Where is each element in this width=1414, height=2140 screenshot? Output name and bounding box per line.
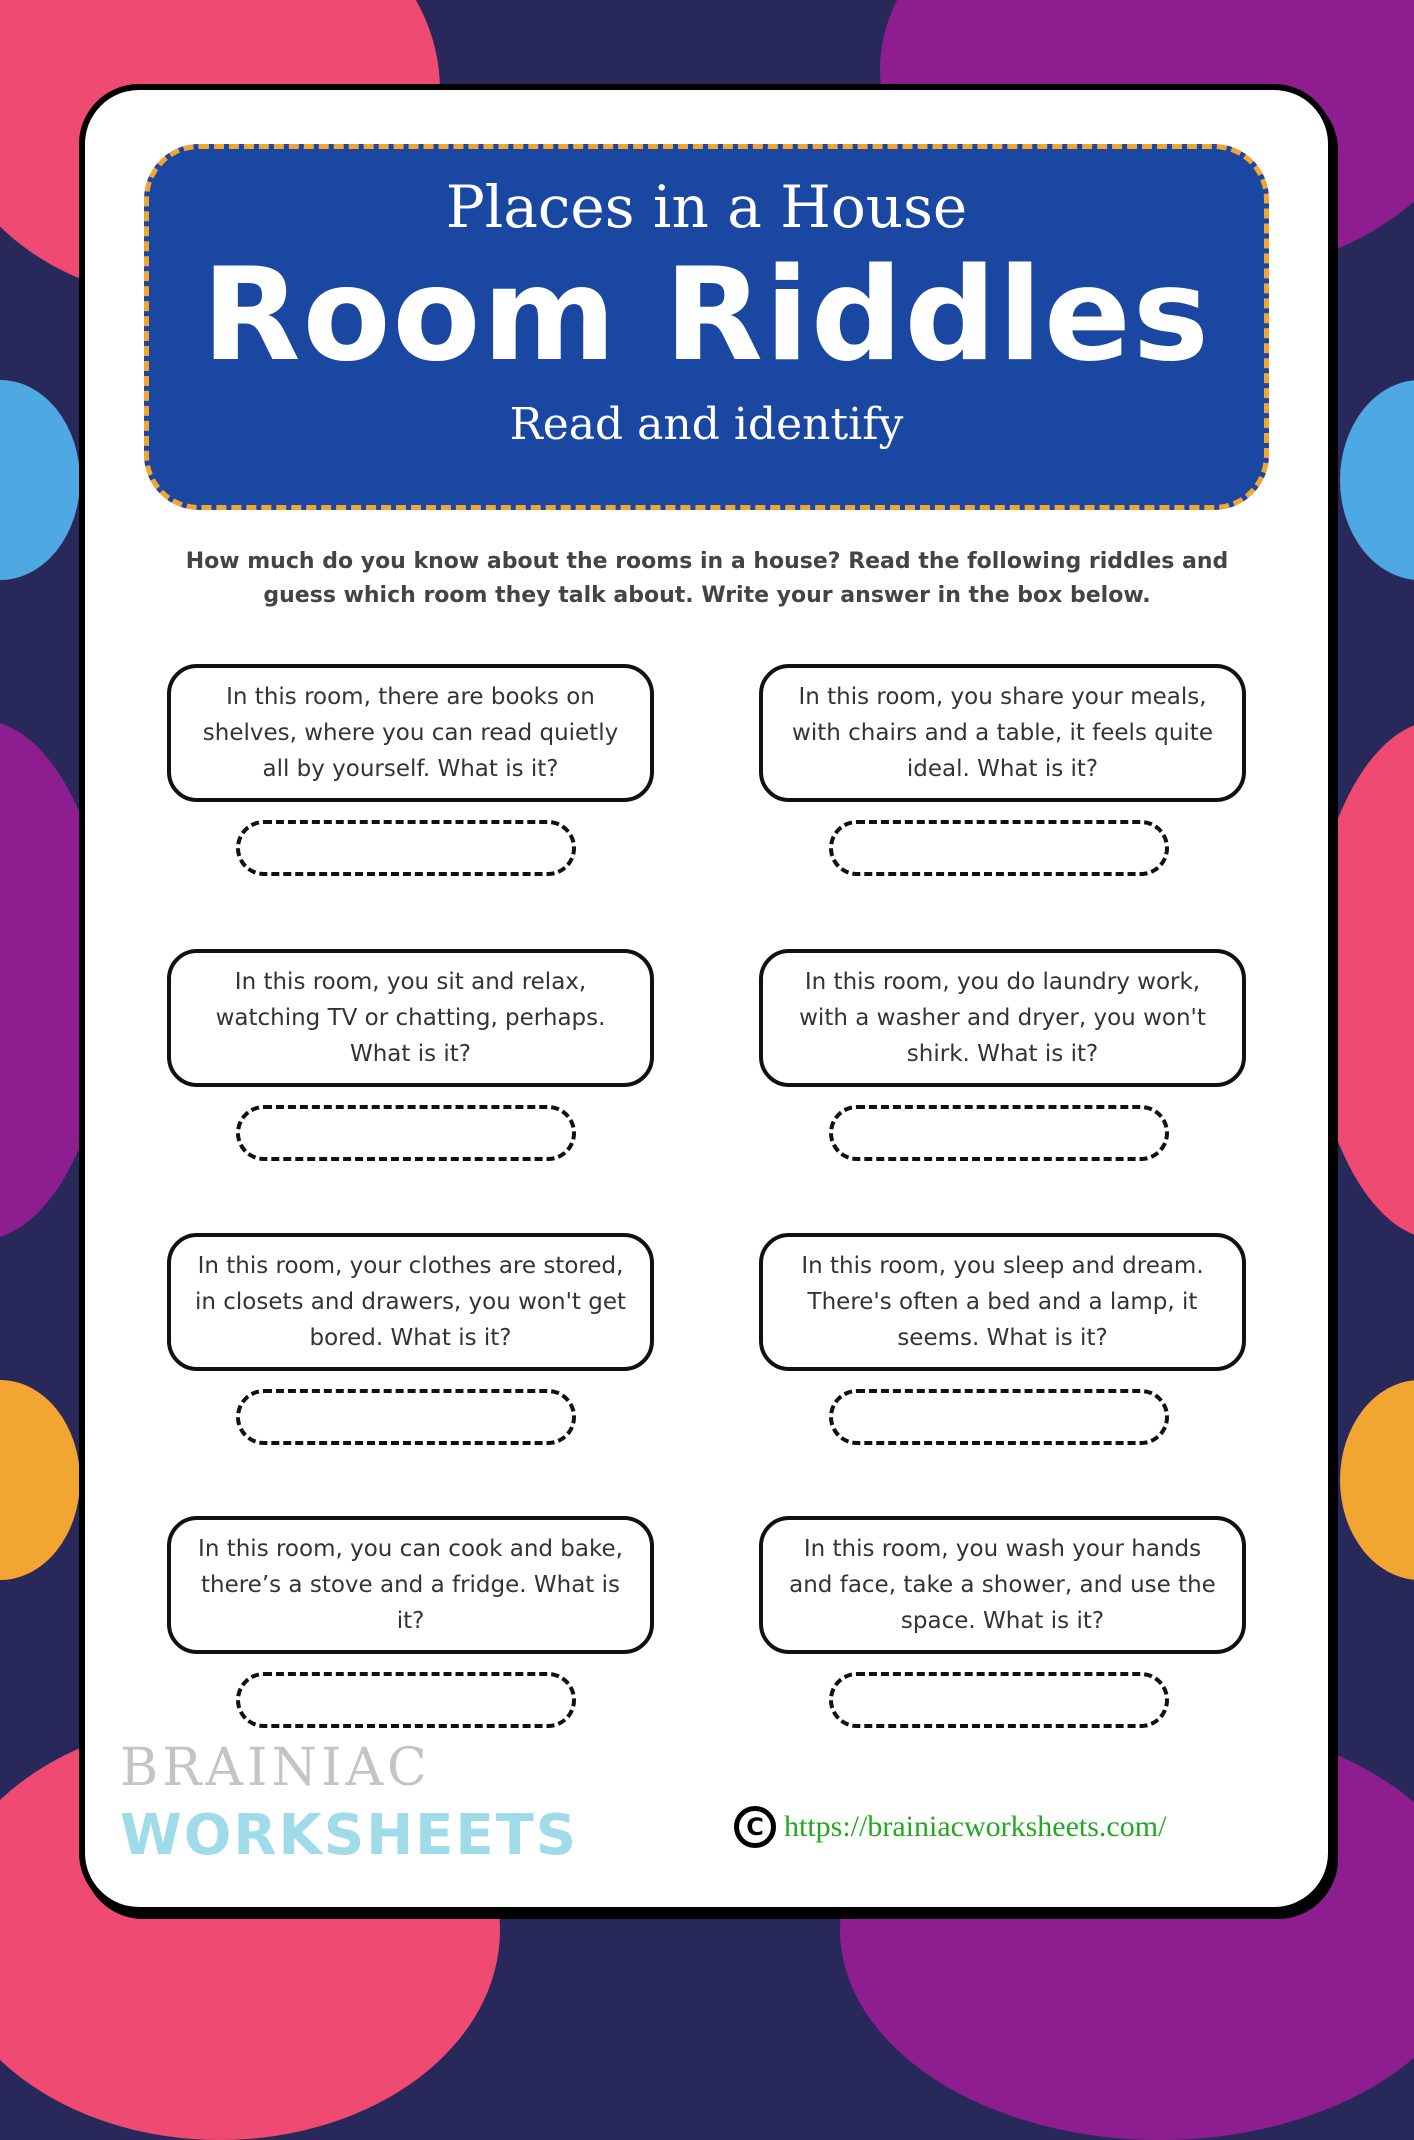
riddle-card: In this room, you sleep and dream. There's often a bed and a lamp, it seems. What is it? <box>759 1233 1246 1371</box>
riddle-card: In this room, your clothes are stored, in closets and drawers, you won't get bored. What is it? <box>167 1233 654 1371</box>
riddle-card: In this room, you wash your hands and face, take a shower, and use the space. What is it? <box>759 1516 1246 1654</box>
answer-box[interactable] <box>829 1105 1169 1161</box>
copyright-icon: C <box>734 1806 776 1848</box>
website-link[interactable]: https://brainiacworksheets.com/ <box>784 1810 1167 1843</box>
riddle-card: In this room, you do laundry work, with a washer and dryer, you won't shirk. What is it? <box>759 949 1246 1087</box>
answer-box[interactable] <box>829 820 1169 876</box>
riddle-card: In this room, you sit and relax, watching TV or chatting, perhaps. What is it? <box>167 949 654 1087</box>
watermark-brainiac: BRAINIAC <box>120 1738 431 1798</box>
riddle-card: In this room, you share your meals, with chairs and a table, it feels quite ideal. What is it? <box>759 664 1246 802</box>
answer-box[interactable] <box>236 1105 576 1161</box>
page-title: Room Riddles <box>202 241 1211 390</box>
watermark-worksheets: WORKSHEETS <box>120 1803 579 1868</box>
title-banner <box>144 144 1269 510</box>
answer-box[interactable] <box>236 820 576 876</box>
answer-box[interactable] <box>829 1389 1169 1445</box>
answer-box[interactable] <box>236 1672 576 1728</box>
subtitle: Places in a House <box>445 173 968 241</box>
riddle-card: In this room, there are books on shelves, where you can read quietly all by yourself. What is it? <box>167 664 654 802</box>
instructions: How much do you know about the rooms in a house? Read the following riddles and guess which room they talk about. Write your answer in the box below. <box>185 549 1229 608</box>
answer-box[interactable] <box>829 1672 1169 1728</box>
answer-box[interactable] <box>236 1389 576 1445</box>
tagline: Read and identify <box>509 399 904 450</box>
riddle-card: In this room, you can cook and bake, there’s a stove and a fridge. What is it? <box>167 1516 654 1654</box>
footer <box>734 1806 1166 1848</box>
